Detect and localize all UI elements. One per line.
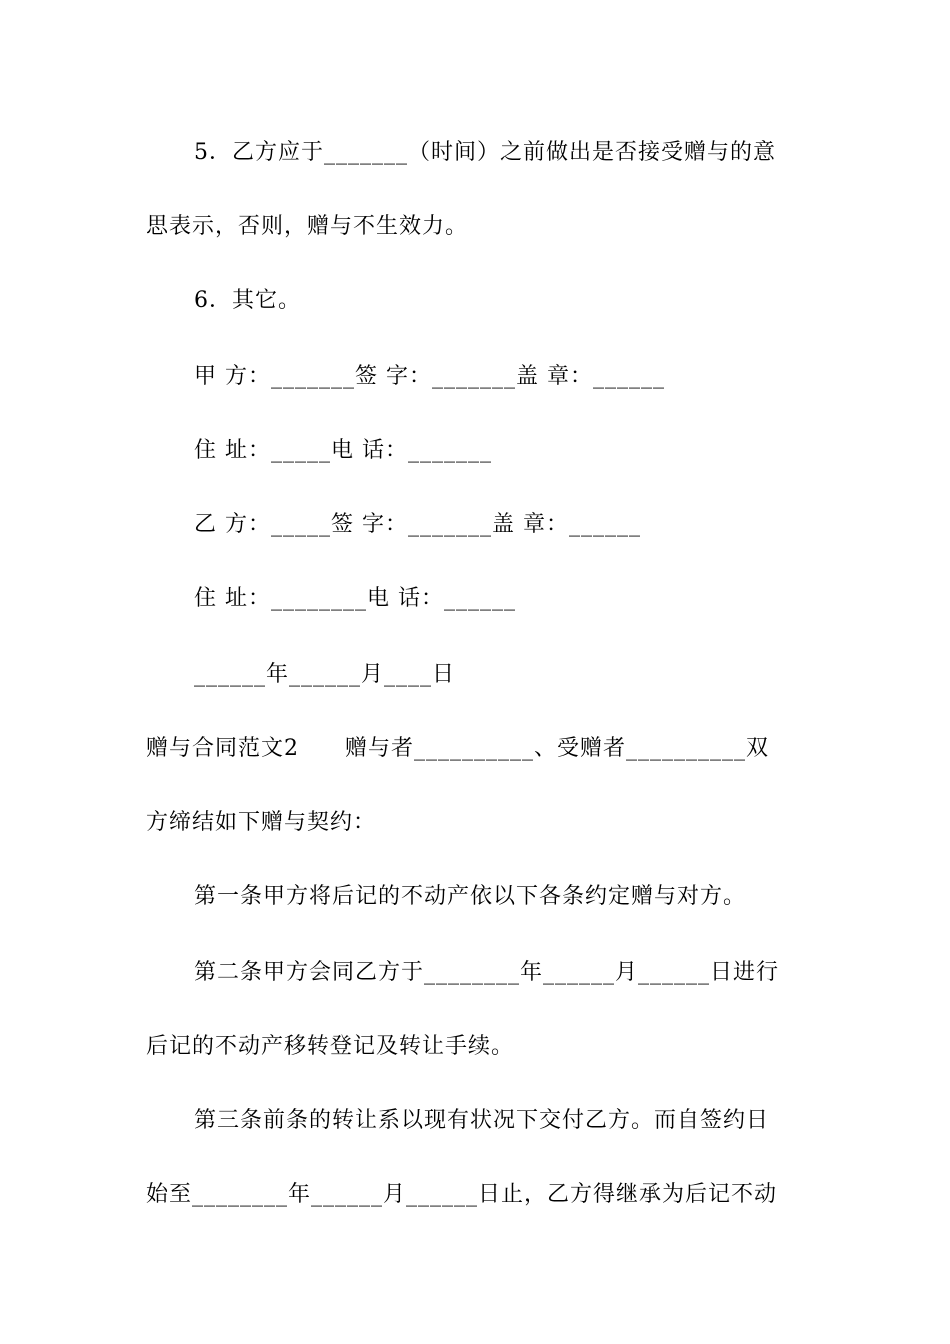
article-3-line-2: 始至________年______月______日止，乙方得继承为后记不动 xyxy=(146,1182,778,1207)
party-b-address-line: 住 址：________电 话：______ xyxy=(194,586,516,611)
clause-5-line-1: 5．乙方应于_______（时间）之前做出是否接受赠与的意 xyxy=(194,140,776,165)
article-1: 第一条甲方将后记的不动产依以下各条约定赠与对方。 xyxy=(194,884,747,909)
party-a-signature-line: 甲 方：_______签 字：_______盖 章：______ xyxy=(194,364,665,389)
sample-2-intro-line: 方缔结如下赠与契约： xyxy=(146,810,377,835)
article-2-line-2: 后记的不动产移转登记及转让手续。 xyxy=(146,1034,515,1059)
party-b-signature-line: 乙 方：_____签 字：_______盖 章：______ xyxy=(194,512,641,537)
article-2-line-1: 第二条甲方会同乙方于________年______月______日进行 xyxy=(194,960,780,985)
clause-5-line-2: 思表示，否则，赠与不生效力。 xyxy=(146,214,469,239)
article-3-line-1: 第三条前条的转让系以现有状况下交付乙方。而自签约日 xyxy=(194,1108,770,1133)
sample-2-heading-line: 赠与合同范文2 赠与者__________、受赠者__________双 xyxy=(146,736,769,761)
date-line: ______年______月____日 xyxy=(194,662,456,687)
party-a-address-line: 住 址：_____电 话：_______ xyxy=(194,438,492,463)
clause-6: 6．其它。 xyxy=(194,288,301,313)
